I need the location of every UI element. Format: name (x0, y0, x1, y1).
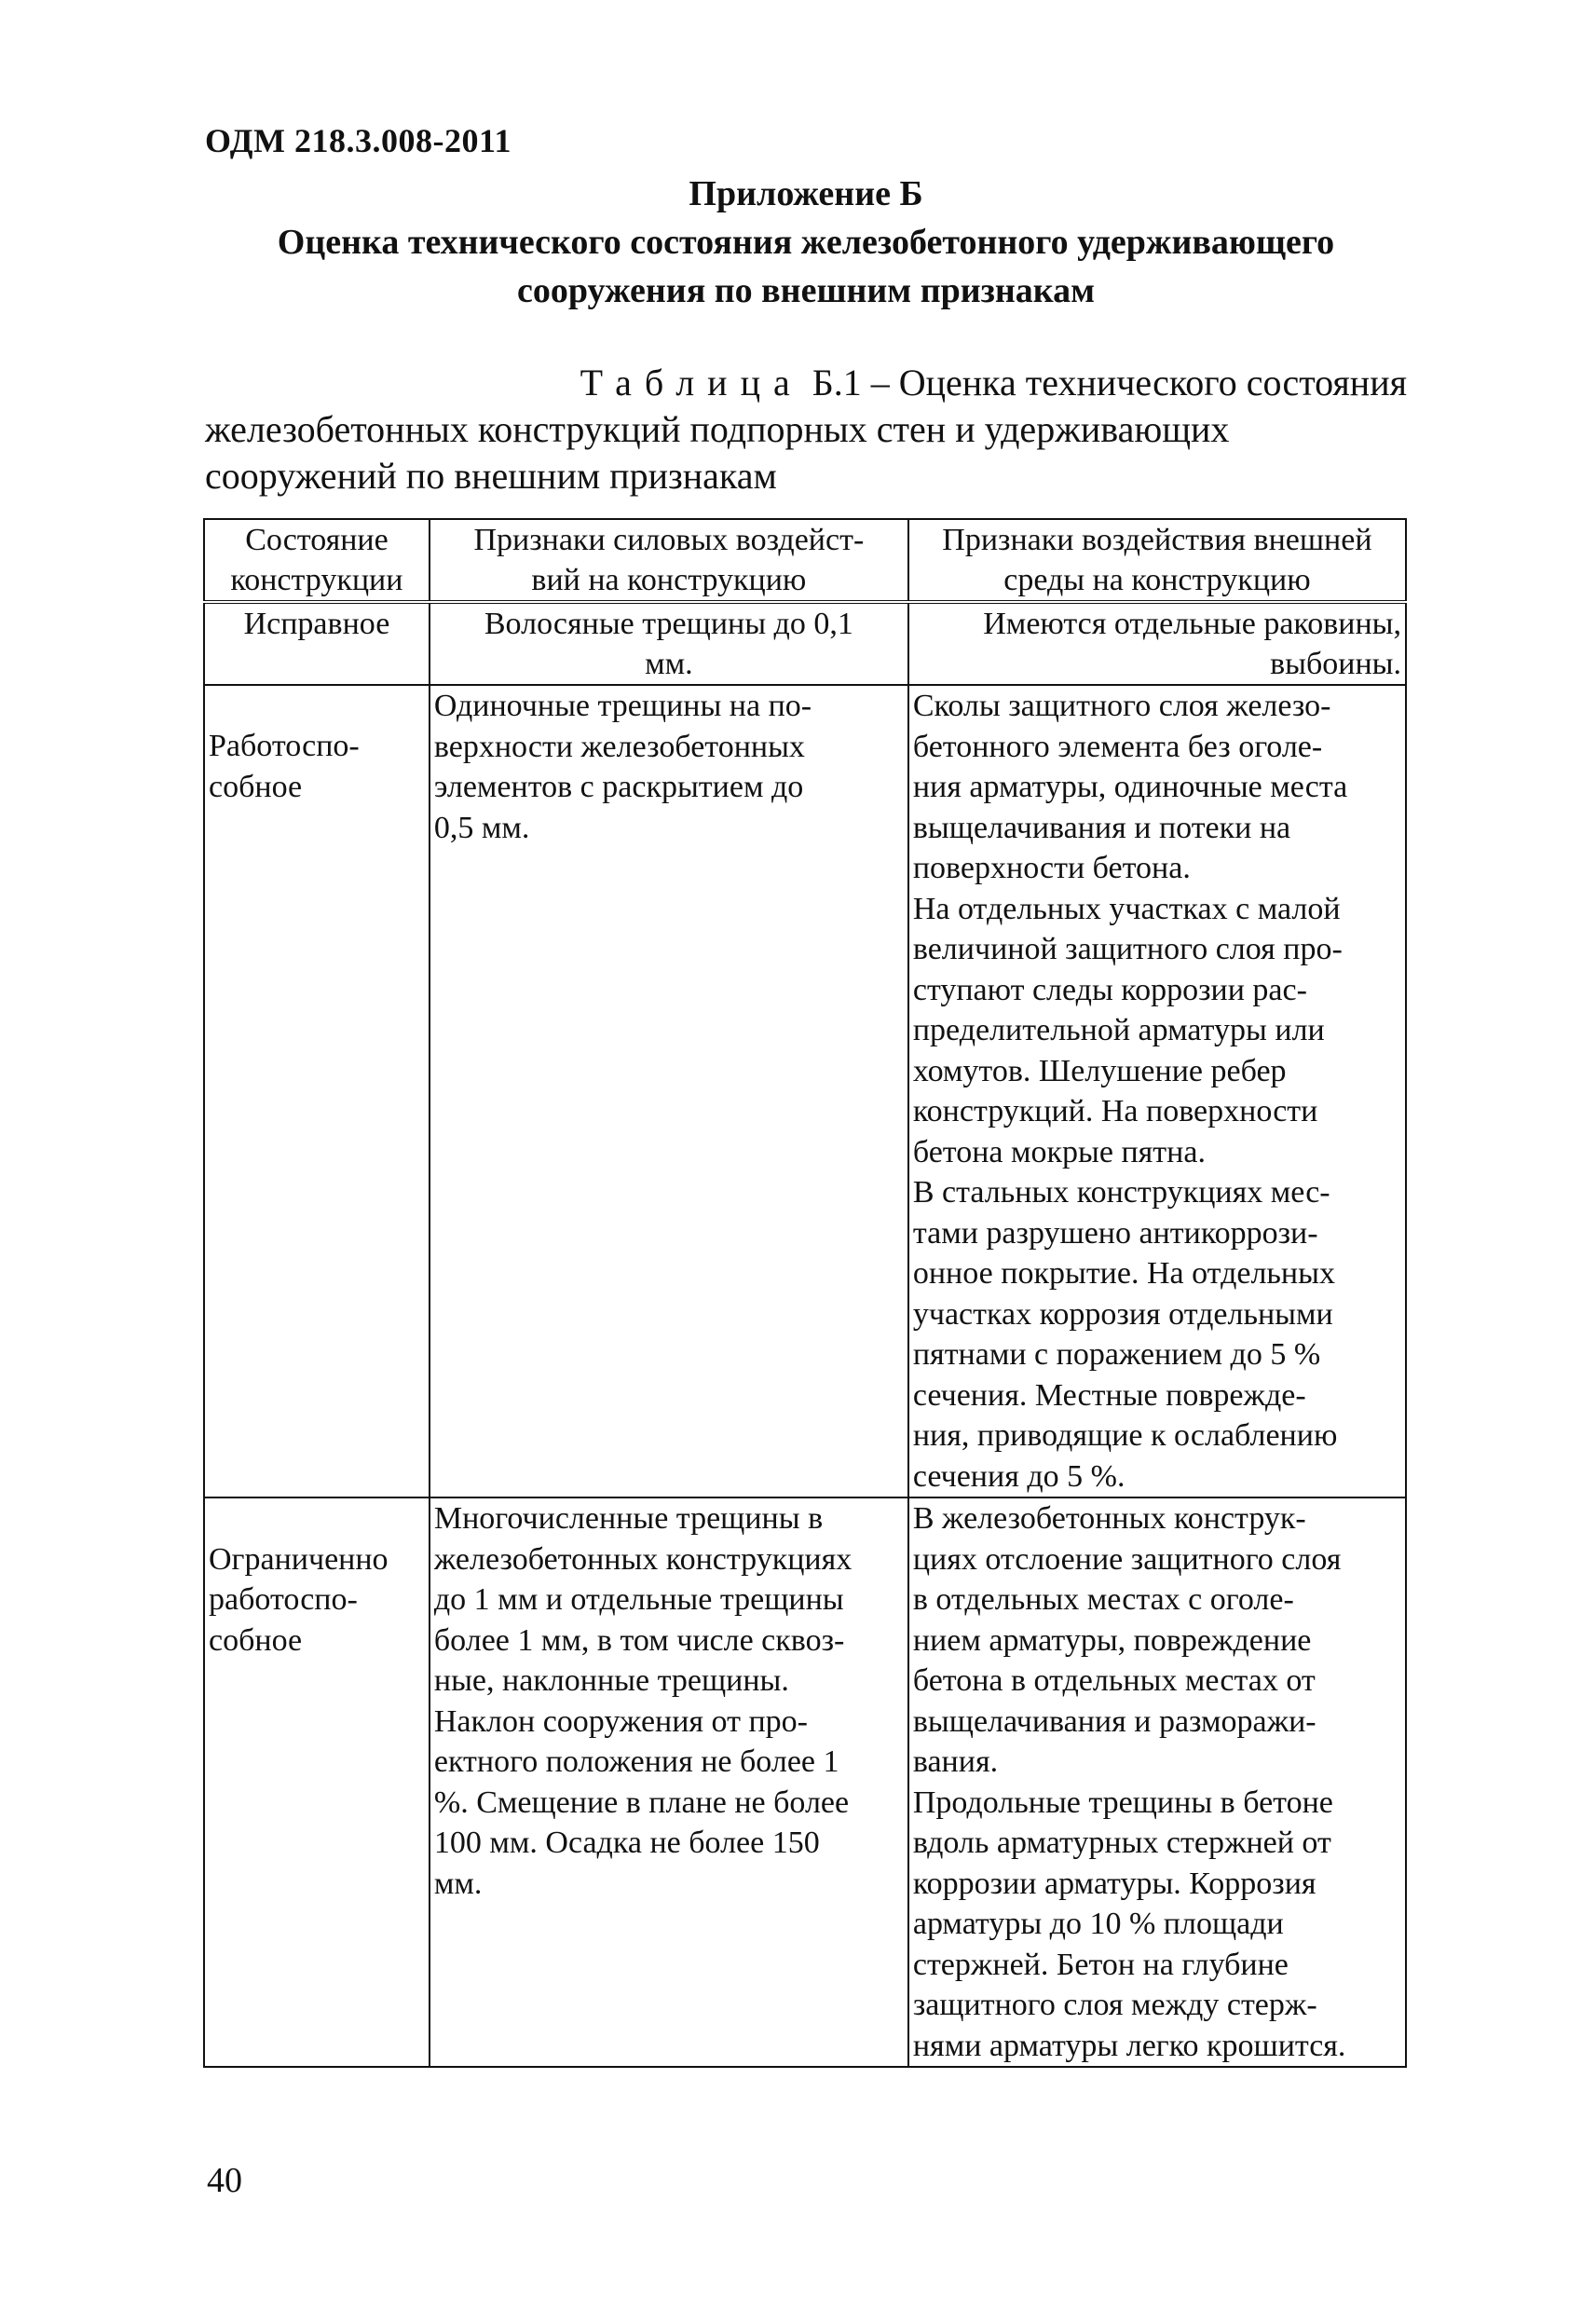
cell-line: бетонного элемента без оголе- (912, 729, 1323, 764)
cell-line: собное (209, 1622, 303, 1658)
cell-line: ные, наклонные трещины. (433, 1663, 789, 1698)
cell-line: На отдельных участках с малой (912, 891, 1341, 926)
cell-line: пятнами с поражением до 5 % (912, 1337, 1321, 1372)
cell-line: ния, приводящие к ослаблению (912, 1418, 1338, 1453)
cell-environment (908, 602, 1406, 685)
cell-line: арматуры до 10 % площади (912, 1907, 1284, 1941)
cell-line: бетона мокрые пятна. (912, 1134, 1206, 1169)
table-row (204, 685, 1406, 1497)
cell-state (204, 1497, 430, 2067)
cell-line: Многочисленные трещины в (433, 1501, 824, 1536)
cell-line: работоспо- (209, 1582, 358, 1617)
appendix-subtitle (205, 218, 1407, 315)
cell-line: хомутов. Шелушение ребер (912, 1053, 1287, 1088)
cell-force (430, 1497, 908, 2067)
appendix-title: Приложение Б (689, 174, 923, 213)
cell-line: конструкций. На поверхности (912, 1094, 1318, 1128)
header-state-line: конструкции (230, 563, 403, 597)
cell-line: железобетонных конструкциях (433, 1541, 853, 1577)
cell-line: участках коррозия отдельными (912, 1296, 1333, 1332)
cell-force (430, 685, 908, 1497)
cell-line: онное покрытие. На отдельных (912, 1256, 1335, 1291)
header-environment-signs (908, 519, 1406, 602)
document-code: ОДМ 218.3.008-2011 (205, 122, 512, 159)
cell-line: мм. (433, 1866, 483, 1901)
cell-line: выщелачивания и разморажи- (912, 1703, 1316, 1739)
cell-line: Одиночные трещины на по- (433, 689, 812, 723)
cell-line: нием арматуры, повреждение (912, 1622, 1312, 1658)
cell-line: циях отслоение защитного слоя (912, 1541, 1342, 1577)
cell-line: ния арматуры, одиночные места (912, 770, 1348, 804)
cell-line: вания. (912, 1744, 999, 1779)
header-state-line: Состояние (245, 523, 389, 557)
cell-line: в отдельных местах с оголе- (912, 1582, 1294, 1617)
cell-line: ступают следы коррозии рас- (912, 972, 1307, 1007)
cell-force (430, 602, 908, 685)
cell-line: величиной защитного слоя про- (912, 932, 1343, 966)
cell-line: Ограниченно (209, 1541, 389, 1577)
cell-line: Исправное (243, 607, 390, 641)
page-number: 40 (207, 2161, 242, 2200)
cell-line: тами разрушено антикоррози- (912, 1215, 1318, 1251)
cell-line: выщелачивания и потеки на (912, 810, 1291, 845)
cell-line (209, 1498, 425, 1539)
cell-line: коррозии арматуры. Коррозия (912, 1866, 1316, 1901)
cell-line: элементов с раскрытием до (433, 770, 804, 804)
cell-line: выбоины. (1270, 647, 1401, 681)
cell-line: Имеются отдельные раковины, (983, 607, 1401, 641)
cell-environment (908, 1497, 1406, 2067)
cell-line: стержней. Бетон на глубине (912, 1947, 1289, 1982)
cell-line: Волосяные трещины до 0,1 (484, 607, 853, 641)
cell-line: 100 мм. Осадка не более 150 (433, 1826, 820, 1860)
cell-line: собное (209, 769, 303, 804)
cell-environment (908, 685, 1406, 1497)
cell-line: 0,5 мм. (433, 810, 530, 845)
header-force-line: вий на конструкцию (531, 563, 807, 597)
cell-line: верхности железобетонных (433, 729, 805, 764)
cell-line: %. Смещение в плане не более (433, 1785, 850, 1820)
cell-line: нями арматуры легко крошится. (912, 2028, 1346, 2063)
cell-line: защитного слоя между стерж- (912, 1988, 1317, 2022)
cell-line: мм. (645, 647, 693, 681)
header-environment-line: среды на конструкцию (1003, 563, 1311, 597)
appendix-subtitle-line-1: Оценка технического состояния железобетонного удерживающего (277, 223, 1335, 262)
cell-line: сечения. Местные поврежде- (912, 1377, 1306, 1413)
cell-line: более 1 мм, в том числе сквоз- (433, 1622, 845, 1658)
header-state (204, 519, 430, 602)
cell-line: до 1 мм и отдельные трещины (433, 1582, 844, 1617)
table-caption (205, 360, 1407, 499)
table-caption-number: Б.1 – Оценка технического состояния (802, 362, 1407, 403)
cell-state (204, 685, 430, 1497)
cell-line: вдоль арматурных стержней от (912, 1826, 1331, 1860)
cell-line: Работоспо- (209, 729, 360, 763)
cell-line: Продольные трещины в бетоне (912, 1785, 1333, 1820)
table-header-row (204, 519, 1406, 602)
cell-line: поверхности бетона. (912, 851, 1191, 885)
cell-line: В железобетонных конструк- (912, 1501, 1306, 1536)
cell-line: Сколы защитного слоя железо- (912, 689, 1331, 723)
cell-line: бетона в отдельных местах от (912, 1663, 1316, 1698)
header-environment-line: Признаки воздействия внешней (942, 523, 1372, 557)
cell-line: В стальных конструкциях мес- (912, 1175, 1330, 1210)
cell-line: Наклон сооружения от про- (433, 1703, 808, 1739)
table-caption-line-2: железобетонных конструкций подпорных стен и удерживающих (205, 408, 1230, 450)
table-row (204, 602, 1406, 685)
cell-state (204, 602, 430, 685)
appendix-subtitle-line-2: сооружения по внешним признакам (517, 271, 1095, 310)
header-force-signs (430, 519, 908, 602)
assessment-table (203, 518, 1407, 2068)
table-caption-label: Таблица (580, 362, 803, 403)
header-force-line: Признаки силовых воздейст- (473, 523, 865, 557)
cell-line: ектного положения не более 1 (433, 1744, 839, 1779)
cell-line: сечения до 5 %. (912, 1458, 1125, 1494)
table-caption-line-1 (205, 360, 1407, 406)
cell-line: пределительной арматуры или (912, 1013, 1325, 1047)
table-row (204, 1497, 1406, 2067)
table-caption-line-3: сооружений по внешним признакам (205, 455, 777, 497)
